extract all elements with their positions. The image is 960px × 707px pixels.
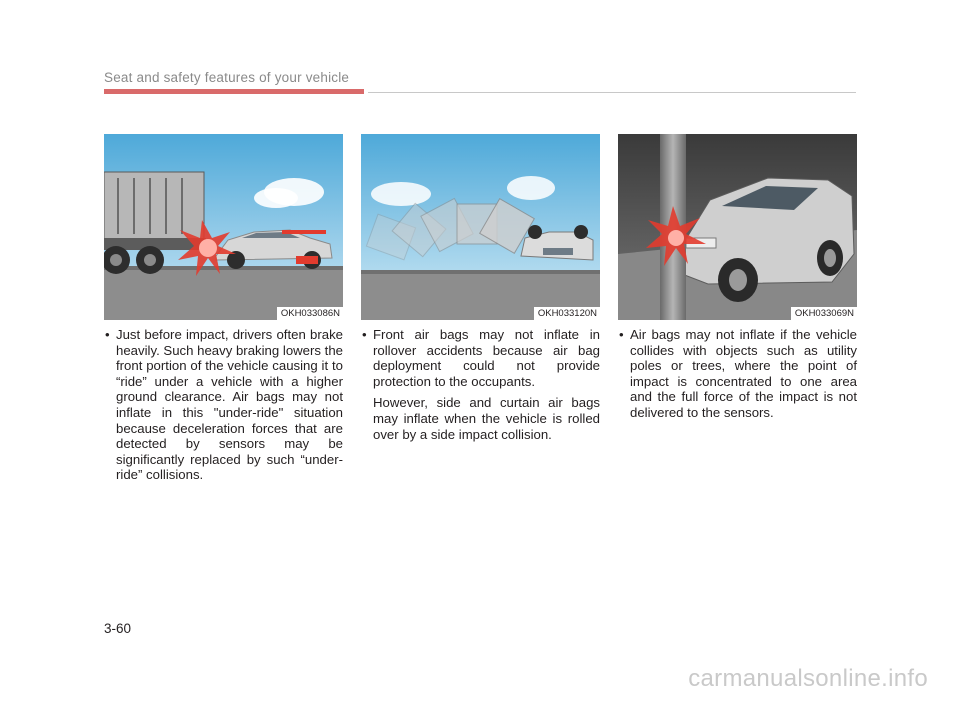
figure-under-ride [104,134,343,320]
bullet-item [618,327,857,421]
bullet-item [104,327,343,483]
bullet-symbol: • [619,327,624,342]
bullet-item [361,327,600,389]
header-rule-accent [104,89,364,94]
bullet-text: Air bags may not inflate if the vehicle collides with objects such as utility poles or trees, where the point of impact is concentrated to one area and the full force of the impact is not delivered to the sensors. [630,327,857,420]
rollover-illustration [361,134,600,320]
watermark: carmanualsonline.info [688,665,928,692]
section-title: Seat and safety features of your vehicle [104,70,350,85]
figure-code: OKH033086N [277,307,343,320]
page-number: 3-60 [104,621,132,636]
text-column-2 [361,327,600,442]
pole-collision-illustration [618,134,857,320]
text-column-1 [104,327,343,483]
figure-rollover [361,134,600,320]
header-rule-thin [368,92,856,93]
bullet-text: Just before impact, drivers often brake heavily. Such heavy braking lowers the front portion of the vehicle causing it to “ride” under a vehicle with a higher ground clearance. Air bags may not inflate in this "under-ride" situation because deceleration forces that are detected by sensors may be significantly replaced by such “under-ride” collisions. [116,327,343,483]
figure-pole-collision [618,134,857,320]
bullet-symbol: • [362,327,367,342]
figure-code: OKH033120N [534,307,600,320]
bullet-symbol: • [105,327,110,342]
bullet-text: Front air bags may not inflate in rollover accidents because air bag deployment could not provide protection to the occupants. [373,327,600,389]
under-ride-illustration [104,134,343,320]
paragraph-text: However, side and curtain air bags may inflate when the vehicle is rolled over by a side impact collision. [373,395,600,442]
figure-code: OKH033069N [791,307,857,320]
text-column-3 [618,327,857,421]
